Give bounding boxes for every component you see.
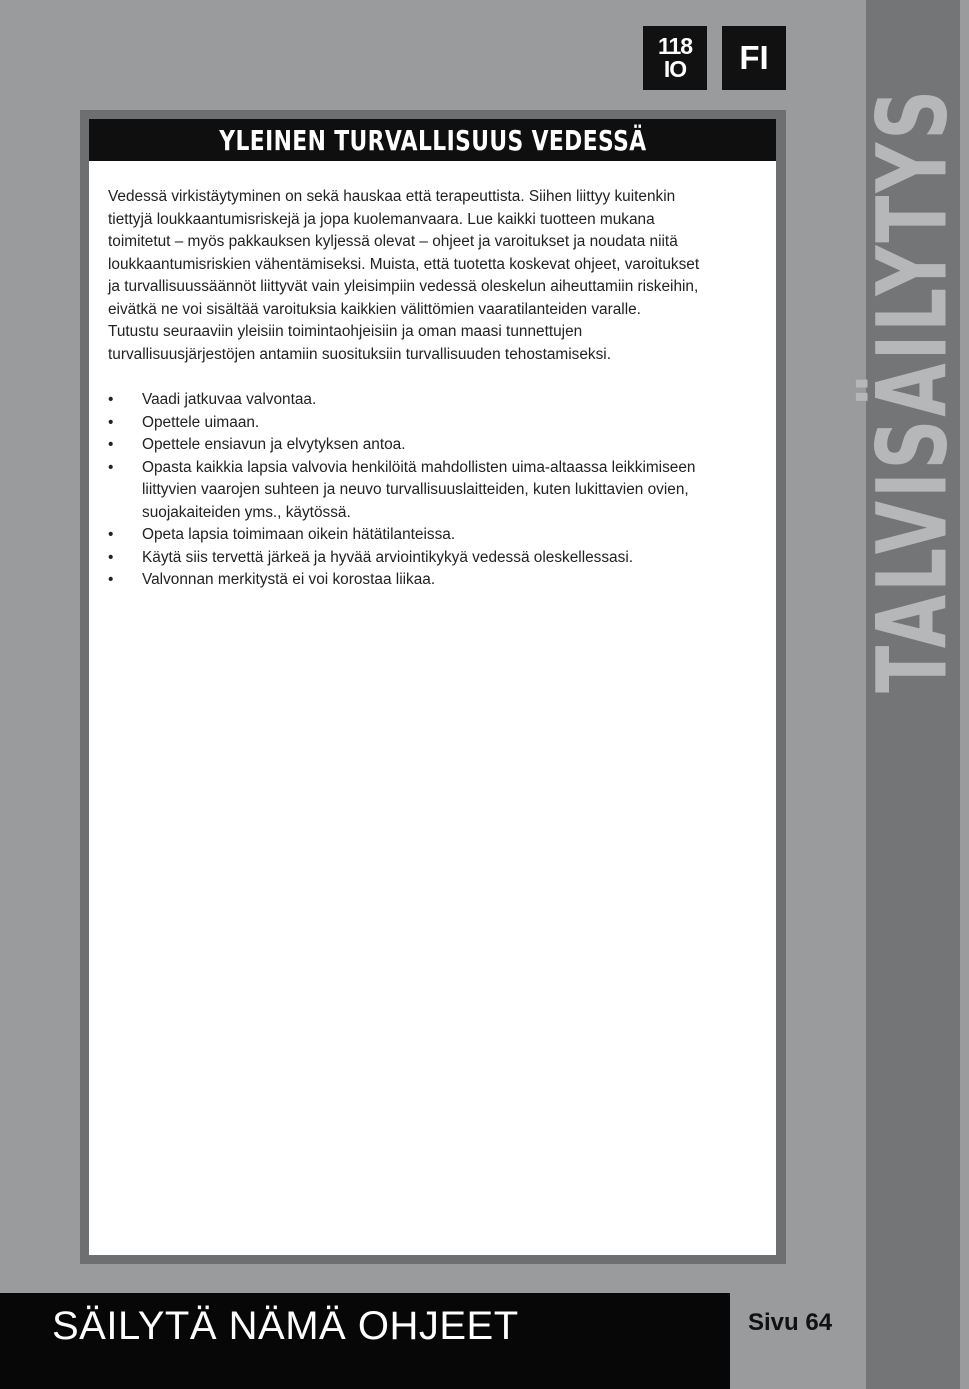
bullet-icon: • bbox=[108, 526, 114, 543]
list-item-line: Opettele ensiavun ja elvytyksen antoa. bbox=[142, 436, 406, 453]
intro-line: eivätkä ne voi sisältää varoituksia kaikkien välittömien vaaratilanteiden varalle. bbox=[108, 300, 641, 318]
section-body bbox=[108, 186, 768, 592]
list-item bbox=[108, 569, 768, 592]
model-badge-line1: 118 bbox=[657, 33, 693, 59]
bullet-icon: • bbox=[108, 413, 114, 431]
intro-line: Tutustu seuraaviin yleisiin toimintaohjeisiin ja oman maasi tunnettujen bbox=[108, 323, 583, 340]
bullet-icon: • bbox=[108, 436, 114, 453]
model-badge bbox=[643, 26, 707, 90]
page-number-box bbox=[730, 1293, 866, 1389]
intro-line: loukkaantumisriskien vähentämiseksi. Muista, että tuotetta koskevat ohjeet, varoitukset bbox=[108, 255, 700, 273]
intro-line: turvallisuusjärjestöjen antamiin suosituksiin turvallisuuden tehostamiseksi. bbox=[108, 345, 611, 363]
intro-line: tiettyjä loukkaantumisriskejä ja jopa kuolemanvaara. Lue kaikki tuotteen mukana bbox=[108, 210, 655, 228]
list-item bbox=[108, 524, 768, 547]
list-item-line: Opasta kaikkia lapsia valvovia henkilöitä mahdollisten uima-altaassa leikkimiseen bbox=[142, 458, 696, 476]
list-item-line: Vaadi jatkuvaa valvontaa. bbox=[142, 391, 317, 408]
list-item-line: Käytä siis tervettä järkeä ja hyvää arviointikykyä vedessä oleskellessasi. bbox=[142, 548, 634, 566]
list-item-line: Valvonnan merkitystä ei voi korostaa liikaa. bbox=[142, 571, 436, 588]
intro-line: Vedessä virkistäytyminen on sekä hauskaa että terapeuttista. Siihen liittyy kuitenkin bbox=[108, 188, 676, 205]
side-section-title-text: TALVISÄILYTYS bbox=[857, 86, 969, 693]
list-item-line: liittyvien vaarojen suhteen ja neuvo turvallisuuslaitteiden, kuten lukittavien ovien, bbox=[142, 481, 689, 498]
bullet-icon: • bbox=[108, 391, 114, 408]
bullet-icon: • bbox=[108, 571, 114, 588]
bullet-icon: • bbox=[108, 548, 114, 566]
intro-paragraph bbox=[108, 186, 768, 366]
section-title: YLEINEN TURVALLISUUS VEDESSÄ bbox=[218, 123, 647, 157]
bullet-icon: • bbox=[108, 458, 114, 476]
footer-bar bbox=[0, 1293, 730, 1389]
footer-text: SÄILYTÄ NÄMÄ OHJEET bbox=[52, 1303, 519, 1348]
language-badge-text: FI bbox=[739, 39, 769, 76]
list-item bbox=[108, 389, 768, 412]
safety-list bbox=[108, 389, 768, 592]
section-title-bar bbox=[89, 119, 776, 161]
list-item bbox=[108, 547, 768, 570]
list-item bbox=[108, 412, 768, 435]
list-item-line: suojakaiteiden yms., käytössä. bbox=[142, 503, 351, 521]
list-item bbox=[108, 434, 768, 457]
list-item bbox=[108, 457, 768, 525]
intro-line: toimitetut – myös pakkauksen kyljessä olevat – ohjeet ja varoitukset ja noudata niitä bbox=[108, 233, 678, 250]
intro-line: ja turvallisuussäännöt liittyvät vain yleisimpiin vedessä oleskelun aiheuttamiin riskeihin, bbox=[108, 278, 699, 295]
list-item-line: Opettele uimaan. bbox=[142, 413, 260, 431]
language-badge bbox=[722, 26, 786, 90]
model-badge-line2: IO bbox=[663, 56, 687, 82]
side-section-title bbox=[857, 86, 969, 693]
list-item-line: Opeta lapsia toimimaan oikein hätätilanteissa. bbox=[142, 526, 456, 543]
page-number: Sivu 64 bbox=[748, 1309, 833, 1336]
